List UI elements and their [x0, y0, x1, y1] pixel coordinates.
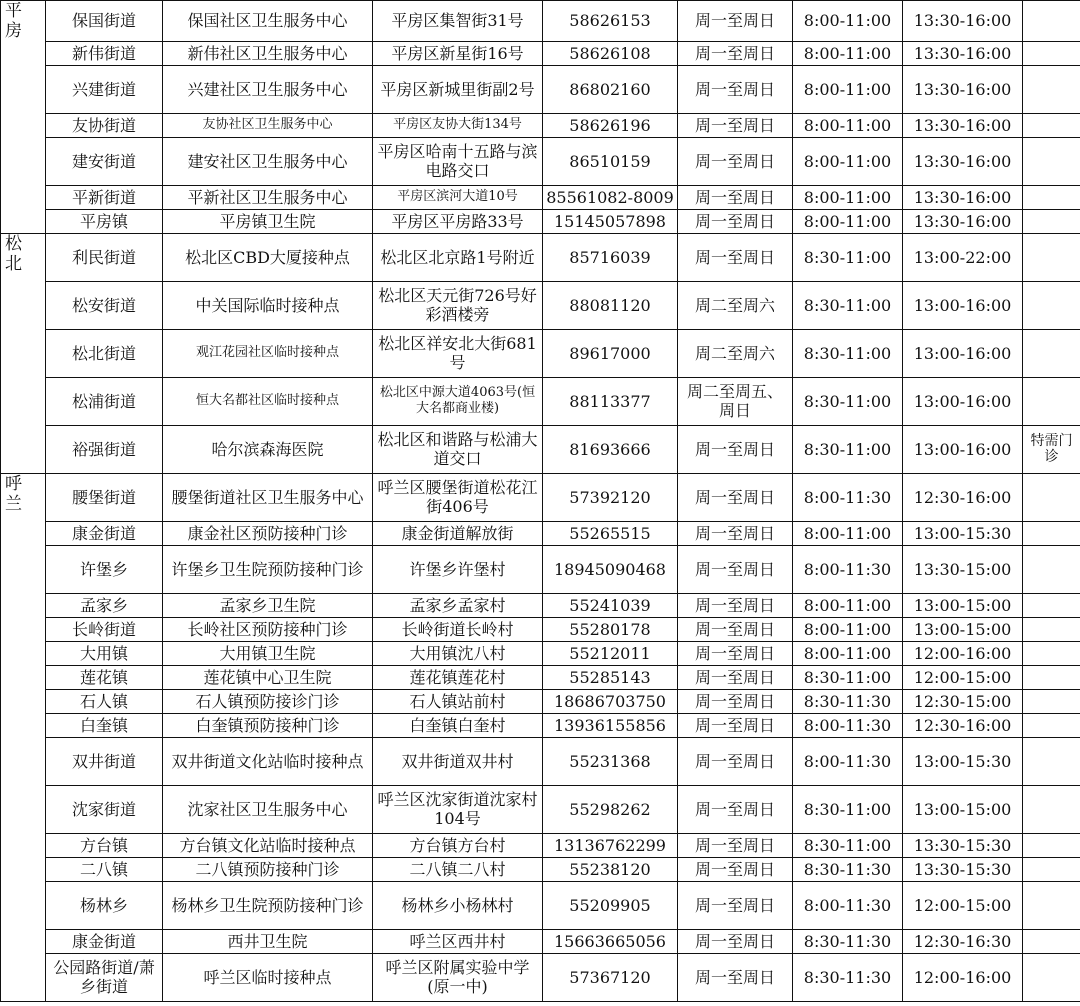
phone-cell: 89617000	[543, 329, 678, 377]
site-cell: 保国社区卫生服务中心	[163, 1, 373, 42]
phone-cell: 13136762299	[543, 833, 678, 857]
pm-cell: 13:00-16:00	[903, 329, 1023, 377]
phone-cell: 58626108	[543, 41, 678, 65]
street-cell: 孟家乡	[46, 593, 163, 617]
site-cell: 中关国际临时接种点	[163, 281, 373, 329]
address-cell: 白奎镇白奎村	[373, 713, 543, 737]
pm-cell: 13:30-15:00	[903, 545, 1023, 593]
district-cell	[1, 953, 46, 1001]
district-cell	[1, 689, 46, 713]
note-cell	[1023, 785, 1080, 833]
phone-cell: 86510159	[543, 137, 678, 185]
table-row	[1, 737, 1080, 785]
note-cell	[1023, 1, 1080, 42]
pm-cell: 13:00-16:00	[903, 425, 1023, 473]
district-cell: 松 北	[1, 233, 46, 281]
site-cell: 平房镇卫生院	[163, 209, 373, 233]
days-cell: 周二至周五、周日	[678, 377, 793, 425]
site-cell: 腰堡街道社区卫生服务中心	[163, 473, 373, 521]
table-row	[1, 65, 1080, 113]
table-body	[1, 1, 1080, 1002]
days-cell: 周二至周六	[678, 329, 793, 377]
street-cell: 大用镇	[46, 641, 163, 665]
street-cell: 兴建街道	[46, 65, 163, 113]
phone-cell: 15145057898	[543, 209, 678, 233]
note-cell	[1023, 833, 1080, 857]
address-cell: 平房区哈南十五路与滨电路交口	[373, 137, 543, 185]
district-cell	[1, 617, 46, 641]
note-cell	[1023, 953, 1080, 1001]
pm-cell: 13:30-15:30	[903, 833, 1023, 857]
street-cell: 平新街道	[46, 185, 163, 209]
note-cell	[1023, 641, 1080, 665]
pm-cell: 13:30-16:00	[903, 1, 1023, 42]
pm-cell: 13:00-15:30	[903, 521, 1023, 545]
am-cell: 8:00-11:00	[793, 1, 903, 42]
street-cell: 松浦街道	[46, 377, 163, 425]
address-cell: 平房区滨河大道10号	[373, 185, 543, 209]
table-row	[1, 377, 1080, 425]
pm-cell: 13:00-16:00	[903, 377, 1023, 425]
note-cell	[1023, 665, 1080, 689]
site-cell: 大用镇卫生院	[163, 641, 373, 665]
note-cell	[1023, 593, 1080, 617]
phone-cell: 15663665056	[543, 929, 678, 953]
address-cell: 平房区新城里街副2号	[373, 65, 543, 113]
am-cell: 8:30-11:30	[793, 857, 903, 881]
address-cell: 平房区集智街31号	[373, 1, 543, 42]
note-cell	[1023, 857, 1080, 881]
district-cell	[1, 329, 46, 377]
days-cell: 周一至周日	[678, 953, 793, 1001]
pm-cell: 13:00-15:00	[903, 617, 1023, 641]
note-cell	[1023, 881, 1080, 929]
phone-cell: 85716039	[543, 233, 678, 281]
am-cell: 8:00-11:30	[793, 545, 903, 593]
note-cell	[1023, 281, 1080, 329]
site-cell: 兴建社区卫生服务中心	[163, 65, 373, 113]
street-cell: 松安街道	[46, 281, 163, 329]
note-cell	[1023, 65, 1080, 113]
street-cell: 康金街道	[46, 521, 163, 545]
phone-cell: 81693666	[543, 425, 678, 473]
address-cell: 石人镇站前村	[373, 689, 543, 713]
table-row	[1, 233, 1080, 281]
phone-cell: 58626196	[543, 113, 678, 137]
street-cell: 康金街道	[46, 929, 163, 953]
address-cell: 许堡乡许堡村	[373, 545, 543, 593]
street-cell: 莲花镇	[46, 665, 163, 689]
address-cell: 呼兰区西井村	[373, 929, 543, 953]
note-cell	[1023, 713, 1080, 737]
note-cell	[1023, 209, 1080, 233]
pm-cell: 13:30-15:30	[903, 857, 1023, 881]
pm-cell: 13:30-16:00	[903, 209, 1023, 233]
note-cell	[1023, 545, 1080, 593]
days-cell: 周一至周日	[678, 617, 793, 641]
site-cell: 二八镇预防接种门诊	[163, 857, 373, 881]
pm-cell: 13:00-16:00	[903, 281, 1023, 329]
district-cell: 呼 兰	[1, 473, 46, 521]
table-row	[1, 641, 1080, 665]
days-cell: 周一至周日	[678, 665, 793, 689]
days-cell: 周一至周日	[678, 1, 793, 42]
days-cell: 周一至周日	[678, 473, 793, 521]
table-row	[1, 833, 1080, 857]
pm-cell: 13:00-15:30	[903, 737, 1023, 785]
site-cell: 建安社区卫生服务中心	[163, 137, 373, 185]
phone-cell: 55231368	[543, 737, 678, 785]
pm-cell: 12:00-16:00	[903, 641, 1023, 665]
table-row	[1, 713, 1080, 737]
table-row	[1, 521, 1080, 545]
table-row	[1, 425, 1080, 473]
address-cell: 孟家乡孟家村	[373, 593, 543, 617]
days-cell: 周一至周日	[678, 41, 793, 65]
district-cell	[1, 113, 46, 137]
am-cell: 8:00-11:00	[793, 185, 903, 209]
phone-cell: 57367120	[543, 953, 678, 1001]
days-cell: 周一至周日	[678, 425, 793, 473]
days-cell: 周一至周日	[678, 65, 793, 113]
district-cell	[1, 593, 46, 617]
am-cell: 8:00-11:30	[793, 713, 903, 737]
phone-cell: 13936155856	[543, 713, 678, 737]
note-cell	[1023, 41, 1080, 65]
am-cell: 8:00-11:00	[793, 65, 903, 113]
phone-cell: 58626153	[543, 1, 678, 42]
am-cell: 8:00-11:00	[793, 137, 903, 185]
days-cell: 周一至周日	[678, 185, 793, 209]
note-cell	[1023, 185, 1080, 209]
site-cell: 哈尔滨森海医院	[163, 425, 373, 473]
phone-cell: 88081120	[543, 281, 678, 329]
days-cell: 周一至周日	[678, 641, 793, 665]
table-row	[1, 41, 1080, 65]
pm-cell: 13:00-15:00	[903, 593, 1023, 617]
street-cell: 松北街道	[46, 329, 163, 377]
table-row	[1, 857, 1080, 881]
table-row	[1, 785, 1080, 833]
street-cell: 沈家街道	[46, 785, 163, 833]
pm-cell: 13:30-16:00	[903, 41, 1023, 65]
phone-cell: 55209905	[543, 881, 678, 929]
street-cell: 杨林乡	[46, 881, 163, 929]
table-row	[1, 689, 1080, 713]
note-cell	[1023, 137, 1080, 185]
pm-cell: 13:30-16:00	[903, 113, 1023, 137]
am-cell: 8:30-11:00	[793, 329, 903, 377]
site-cell: 观江花园社区临时接种点	[163, 329, 373, 377]
site-cell: 平新社区卫生服务中心	[163, 185, 373, 209]
site-cell: 许堡乡卫生院预防接种门诊	[163, 545, 373, 593]
am-cell: 8:30-11:30	[793, 929, 903, 953]
table-row	[1, 1, 1080, 42]
note-cell	[1023, 617, 1080, 641]
days-cell: 周一至周日	[678, 833, 793, 857]
address-cell: 松北区和谐路与松浦大道交口	[373, 425, 543, 473]
days-cell: 周一至周日	[678, 521, 793, 545]
days-cell: 周一至周日	[678, 209, 793, 233]
address-cell: 双井街道双井村	[373, 737, 543, 785]
days-cell: 周一至周日	[678, 593, 793, 617]
address-cell: 呼兰区腰堡街道松花江街406号	[373, 473, 543, 521]
table-row	[1, 113, 1080, 137]
site-cell: 呼兰区临时接种点	[163, 953, 373, 1001]
table-row	[1, 881, 1080, 929]
district-cell	[1, 41, 46, 65]
am-cell: 8:30-11:00	[793, 377, 903, 425]
pm-cell: 12:30-16:00	[903, 713, 1023, 737]
days-cell: 周一至周日	[678, 737, 793, 785]
am-cell: 8:30-11:00	[793, 665, 903, 689]
phone-cell: 55285143	[543, 665, 678, 689]
am-cell: 8:30-11:00	[793, 833, 903, 857]
street-cell: 白奎镇	[46, 713, 163, 737]
am-cell: 8:30-11:30	[793, 689, 903, 713]
district-cell	[1, 281, 46, 329]
phone-cell: 55238120	[543, 857, 678, 881]
am-cell: 8:00-11:00	[793, 617, 903, 641]
pm-cell: 12:30-16:30	[903, 929, 1023, 953]
district-cell	[1, 425, 46, 473]
district-cell	[1, 881, 46, 929]
district-cell	[1, 737, 46, 785]
am-cell: 8:30-11:30	[793, 953, 903, 1001]
days-cell: 周二至周六	[678, 281, 793, 329]
street-cell: 平房镇	[46, 209, 163, 233]
table-row	[1, 593, 1080, 617]
site-cell: 沈家社区卫生服务中心	[163, 785, 373, 833]
district-cell: 平 房	[1, 1, 46, 42]
pm-cell: 13:30-16:00	[903, 65, 1023, 113]
phone-cell: 55241039	[543, 593, 678, 617]
street-cell: 双井街道	[46, 737, 163, 785]
address-cell: 平房区新星街16号	[373, 41, 543, 65]
district-cell	[1, 785, 46, 833]
site-cell: 长岭社区预防接种门诊	[163, 617, 373, 641]
phone-cell: 88113377	[543, 377, 678, 425]
phone-cell: 55280178	[543, 617, 678, 641]
street-cell: 保国街道	[46, 1, 163, 42]
district-cell	[1, 65, 46, 113]
site-cell: 双井街道文化站临时接种点	[163, 737, 373, 785]
table-row	[1, 281, 1080, 329]
table-row	[1, 953, 1080, 1001]
table-row	[1, 617, 1080, 641]
district-cell	[1, 521, 46, 545]
site-cell: 莲花镇中心卫生院	[163, 665, 373, 689]
street-cell: 方台镇	[46, 833, 163, 857]
street-cell: 利民街道	[46, 233, 163, 281]
table-row	[1, 473, 1080, 521]
address-cell: 大用镇沈八村	[373, 641, 543, 665]
am-cell: 8:00-11:00	[793, 521, 903, 545]
street-cell: 长岭街道	[46, 617, 163, 641]
am-cell: 8:30-11:00	[793, 425, 903, 473]
note-cell	[1023, 689, 1080, 713]
street-cell: 建安街道	[46, 137, 163, 185]
address-cell: 杨林乡小杨林村	[373, 881, 543, 929]
street-cell: 公园路街道/萧乡街道	[46, 953, 163, 1001]
district-cell	[1, 545, 46, 593]
am-cell: 8:30-11:00	[793, 281, 903, 329]
district-cell	[1, 137, 46, 185]
phone-cell: 86802160	[543, 65, 678, 113]
district-cell	[1, 665, 46, 689]
days-cell: 周一至周日	[678, 785, 793, 833]
note-cell	[1023, 521, 1080, 545]
district-cell	[1, 857, 46, 881]
days-cell: 周一至周日	[678, 713, 793, 737]
table-row	[1, 329, 1080, 377]
pm-cell: 12:00-16:00	[903, 953, 1023, 1001]
site-cell: 友协社区卫生服务中心	[163, 113, 373, 137]
site-cell: 杨林乡卫生院预防接种门诊	[163, 881, 373, 929]
address-cell: 方台镇方台村	[373, 833, 543, 857]
days-cell: 周一至周日	[678, 113, 793, 137]
days-cell: 周一至周日	[678, 545, 793, 593]
pm-cell: 13:30-16:00	[903, 137, 1023, 185]
note-cell	[1023, 233, 1080, 281]
am-cell: 8:00-11:00	[793, 113, 903, 137]
table-row	[1, 545, 1080, 593]
am-cell: 8:30-11:00	[793, 785, 903, 833]
note-cell	[1023, 113, 1080, 137]
address-cell: 莲花镇莲花村	[373, 665, 543, 689]
site-cell: 松北区CBD大厦接种点	[163, 233, 373, 281]
days-cell: 周一至周日	[678, 929, 793, 953]
am-cell: 8:00-11:00	[793, 641, 903, 665]
pm-cell: 12:00-15:00	[903, 665, 1023, 689]
site-cell: 恒大名都社区临时接种点	[163, 377, 373, 425]
table-row	[1, 929, 1080, 953]
street-cell: 二八镇	[46, 857, 163, 881]
address-cell: 长岭街道长岭村	[373, 617, 543, 641]
pm-cell: 12:30-16:00	[903, 473, 1023, 521]
address-cell: 平房区友协大街134号	[373, 113, 543, 137]
address-cell: 松北区中源大道4063号(恒大名都商业楼)	[373, 377, 543, 425]
address-cell: 松北区祥安北大街681号	[373, 329, 543, 377]
days-cell: 周一至周日	[678, 233, 793, 281]
phone-cell: 85561082-8009	[543, 185, 678, 209]
days-cell: 周一至周日	[678, 689, 793, 713]
note-cell	[1023, 737, 1080, 785]
district-cell	[1, 209, 46, 233]
address-cell: 松北区北京路1号附近	[373, 233, 543, 281]
note-cell	[1023, 473, 1080, 521]
address-cell: 康金街道解放街	[373, 521, 543, 545]
address-cell: 松北区天元街726号好彩酒楼旁	[373, 281, 543, 329]
site-cell: 孟家乡卫生院	[163, 593, 373, 617]
street-cell: 许堡乡	[46, 545, 163, 593]
phone-cell: 55298262	[543, 785, 678, 833]
phone-cell: 55265515	[543, 521, 678, 545]
am-cell: 8:00-11:00	[793, 209, 903, 233]
am-cell: 8:00-11:00	[793, 593, 903, 617]
table-row	[1, 209, 1080, 233]
site-cell: 新伟社区卫生服务中心	[163, 41, 373, 65]
site-cell: 白奎镇预防接种门诊	[163, 713, 373, 737]
street-cell: 裕强街道	[46, 425, 163, 473]
site-cell: 方台镇文化站临时接种点	[163, 833, 373, 857]
table-row	[1, 137, 1080, 185]
note-cell	[1023, 377, 1080, 425]
days-cell: 周一至周日	[678, 881, 793, 929]
street-cell: 新伟街道	[46, 41, 163, 65]
phone-cell: 57392120	[543, 473, 678, 521]
days-cell: 周一至周日	[678, 857, 793, 881]
am-cell: 8:30-11:00	[793, 233, 903, 281]
table-row	[1, 665, 1080, 689]
am-cell: 8:00-11:30	[793, 473, 903, 521]
phone-cell: 18945090468	[543, 545, 678, 593]
district-cell	[1, 641, 46, 665]
street-cell: 石人镇	[46, 689, 163, 713]
pm-cell: 13:00-22:00	[903, 233, 1023, 281]
days-cell: 周一至周日	[678, 137, 793, 185]
district-cell	[1, 713, 46, 737]
table-row	[1, 185, 1080, 209]
district-cell	[1, 377, 46, 425]
am-cell: 8:00-11:00	[793, 41, 903, 65]
site-cell: 西井卫生院	[163, 929, 373, 953]
note-cell	[1023, 329, 1080, 377]
am-cell: 8:00-11:30	[793, 881, 903, 929]
site-cell: 康金社区预防接种门诊	[163, 521, 373, 545]
site-cell: 石人镇预防接诊门诊	[163, 689, 373, 713]
address-cell: 呼兰区附属实验中学(原一中)	[373, 953, 543, 1001]
phone-cell: 18686703750	[543, 689, 678, 713]
street-cell: 腰堡街道	[46, 473, 163, 521]
address-cell: 平房区平房路33号	[373, 209, 543, 233]
pm-cell: 13:00-15:00	[903, 785, 1023, 833]
phone-cell: 55212011	[543, 641, 678, 665]
district-cell	[1, 929, 46, 953]
pm-cell: 13:30-16:00	[903, 185, 1023, 209]
address-cell: 呼兰区沈家街道沈家村104号	[373, 785, 543, 833]
street-cell: 友协街道	[46, 113, 163, 137]
district-cell	[1, 833, 46, 857]
note-cell: 特需门诊	[1023, 425, 1080, 473]
district-cell	[1, 185, 46, 209]
address-cell: 二八镇二八村	[373, 857, 543, 881]
pm-cell: 12:30-15:00	[903, 689, 1023, 713]
pm-cell: 12:00-15:00	[903, 881, 1023, 929]
am-cell: 8:00-11:30	[793, 737, 903, 785]
note-cell	[1023, 929, 1080, 953]
